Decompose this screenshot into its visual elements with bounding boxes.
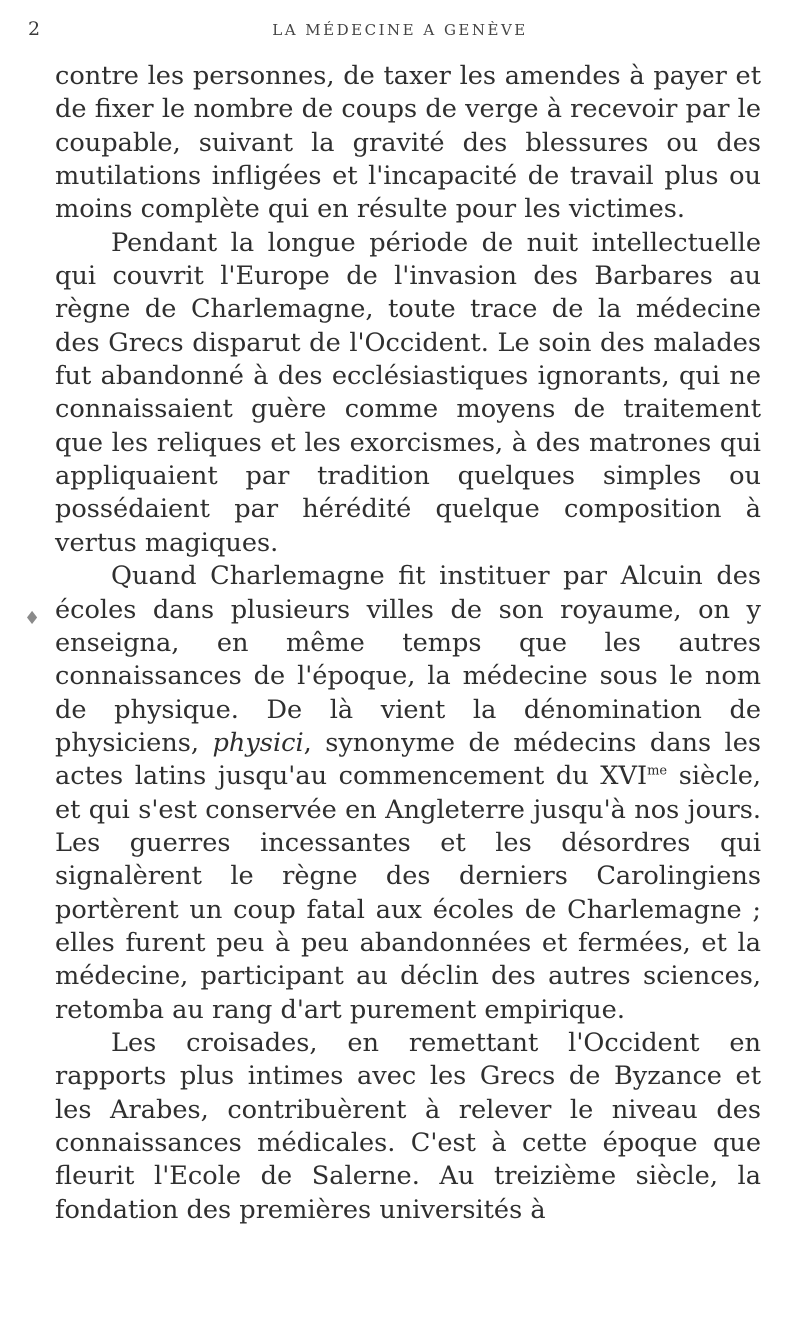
running-title: LA MÉDECINE A GENÈVE: [272, 21, 528, 39]
italic-term-physici: physici: [212, 727, 304, 758]
paragraph-2: Pendant la longue période de nuit intellectuelle qui couvrit l'Europe de l'invasion des Barbares au règne de Charlemagne, toute trace de la médecine des Grecs disparut de l'Occident. Le soin des malades fut abandonné à des ecclésiastiques ignorants, qui ne connaissaient guère comme moyens de traitement que les reliques et les exorcismes, à des matrones qui appliquaient par tradition quelques simples ou possédaient par hérédité quelque composition à vertus magiques.: [55, 227, 761, 558]
paragraph-3: [55, 560, 761, 1027]
margin-mark: ♦: [24, 608, 41, 629]
paragraph-1: contre les personnes, de taxer les amendes à payer et de fixer le nombre de coups de verge à recevoir par le coupable, suivant la gravité des blessures ou des mutilations infligées et l'incapacité de travail plus ou moins complète qui en résulte pour les victimes.: [55, 61, 761, 225]
paragraph-4: Les croisades, en remettant l'Occident en rapports plus intimes avec les Grecs de Byzance et les Arabes, contribuèrent à relever le niveau des connaissances médicales. C'est à cette époque que fleurit l'Ecole de Salerne. Au treizième siècle, la fondation des premières universités à: [55, 1027, 761, 1225]
page-number: 2: [28, 18, 41, 40]
superscript-me: me: [647, 763, 668, 779]
paragraph-3-part-1: Quand Charlemagne fit instituer par Alcuin des écoles dans plusieurs villes de son royaume, on y enseigna, en même temps que les autres connaissances de l'époque, la médecine sous le nom de physique. De là vient la dénomination de physiciens,: [55, 561, 761, 758]
paragraph-3-part-3: siècle, et qui s'est conservée en Angleterre jusqu'à nos jours. Les guerres incessantes et les désordres qui signalèrent le règne des derniers Carolingiens portèrent un coup fatal aux écoles de Charlemagne ; elles furent peu à peu abandonnées et fermées, et la médecine, participant au déclin des autres sciences, retomba au rang d'art purement empirique.: [55, 761, 761, 1025]
body-text: [55, 60, 761, 1227]
page-header: [20, 18, 780, 48]
paragraph-3-part-2: , synonyme de médecins dans les actes latins jusqu'au commencement du XVI: [55, 727, 762, 792]
